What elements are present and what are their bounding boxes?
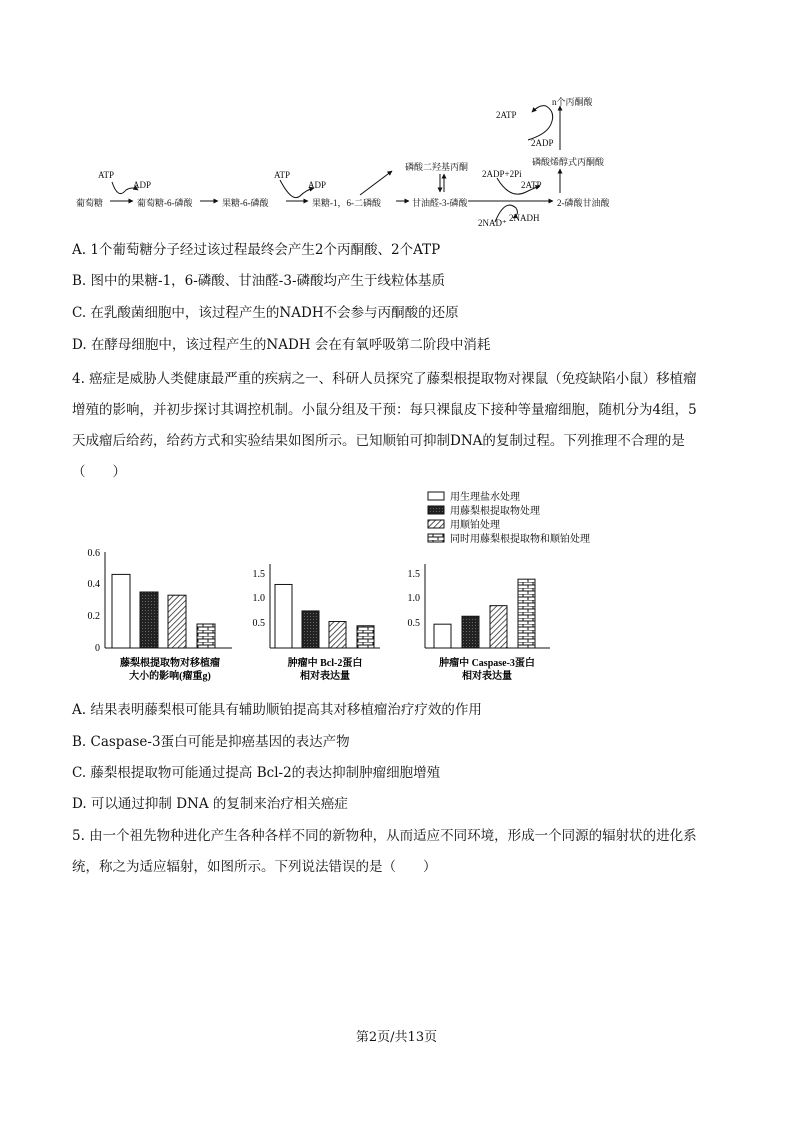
chart-tumor-weight: [88, 548, 233, 682]
q4-option-a: A. 结果表明藤梨根可能具有辅助顺铂提高其对移植瘤治疗疗效的作用: [72, 702, 482, 718]
label-f6p: 果糖-6-磷酸: [222, 198, 269, 208]
label-nadh: 2NADH: [509, 213, 540, 223]
label-f16bp: 果糖-1，6-二磷酸: [312, 198, 381, 208]
curve-atp4: [528, 106, 553, 140]
chart1-caption-line1: 肿瘤中 Bcl-2蛋白: [287, 658, 363, 669]
label-bpg: 2-磷酸甘油酸: [557, 198, 610, 208]
chart2-bar-0: [434, 624, 451, 648]
legend-label-0: 用生理盐水处理: [450, 492, 520, 503]
legend-label-1: 用藤梨根提取物处理: [450, 506, 540, 517]
legend-swatch-combined: [428, 534, 444, 542]
label-g3p: 甘油醛-3-磷酸: [412, 198, 468, 208]
chart1-ytick-0: 1.5: [252, 569, 265, 580]
chart2-caption-line2: 相对表达量: [462, 671, 512, 682]
q5-stem-line-2: 统，称之为适应辐射，如图所示。下列说法错误的是（ ）: [72, 859, 437, 875]
chart0-caption-line2: 大小的影响(瘤重g): [129, 671, 211, 682]
chart0-bar-1: [140, 592, 158, 648]
q4-stem-line-1: 4. 癌症是威胁人类健康最严重的疾病之一、科研人员探究了藤梨根提取物对裸鼠（免疫缺陷小鼠）移植瘤: [72, 371, 697, 387]
chart0-bar-3: [197, 624, 215, 648]
page-footer: 第2页/共13页: [355, 1030, 438, 1045]
chart2-ytick-0: 1.5: [407, 569, 420, 580]
chart2-ytick-1: 1.0: [407, 593, 420, 604]
label-atp1: ATP: [98, 170, 115, 180]
chart0-ytick-0: 0.6: [87, 548, 100, 559]
q3-option-b: B. 图中的果糖-1，6-磷酸、甘油醛-3-磷酸均产生于线粒体基质: [72, 273, 446, 289]
legend-label-2: 用顺铂处理: [450, 520, 500, 531]
q4-option-c: C. 藤梨根提取物可能通过提高 Bcl-2的表达抑制肿瘤细胞增殖: [72, 765, 441, 781]
legend: [428, 490, 590, 545]
chart2-bar-1: [462, 616, 479, 648]
chart0-bar-2: [168, 595, 186, 648]
chart0-ytick-1: 0.4: [87, 579, 100, 590]
chart1-bar-2: [329, 622, 346, 648]
label-g6p: 葡萄糖-6-磷酸: [137, 198, 193, 208]
q4-option-d: D. 可以通过抑制 DNA 的复制来治疗相关癌症: [72, 796, 348, 812]
label-adp-pi: 2ADP+2Pi: [482, 169, 522, 179]
chart-caspase3: [408, 564, 551, 682]
chart0-bar-0: [112, 574, 130, 648]
chart0-ytick-2: 0.2: [87, 611, 100, 622]
q3-option-c: C. 在乳酸菌细胞中，该过程产生的NADH不会参与丙酮酸的还原: [72, 305, 459, 321]
label-pyruvate: n个丙酮酸: [552, 97, 593, 107]
legend-swatch-saline: [428, 492, 444, 500]
chart-bcl2: [253, 564, 381, 682]
chart1-ytick-2: 0.5: [252, 618, 265, 629]
legend-label-3: 同时用藤梨根提取物和顺铂处理: [450, 534, 590, 545]
chart1-bar-3: [357, 626, 374, 648]
arrow-to-dhap: [360, 171, 392, 195]
chart2-caption-line1: 肿瘤中 Caspase-3蛋白: [439, 658, 535, 669]
label-atp4: 2ATP: [496, 110, 517, 120]
label-atp3: 2ATP: [521, 180, 542, 190]
q4-option-b: B. Caspase-3蛋白可能是抑癌基因的表达产物: [72, 734, 350, 750]
chart2-ytick-2: 0.5: [407, 618, 420, 629]
chart1-ytick-1: 1.0: [252, 593, 265, 604]
chart2-bar-3: [518, 579, 535, 648]
q4-stem-line-3: 天成瘤后给药，给药方式和实验结果如图所示。已知顺铂可抑制DNA的复制过程。下列推理不合理的是: [72, 433, 685, 449]
chart1-bar-0: [275, 584, 292, 648]
legend-swatch-extract: [428, 506, 444, 514]
label-atp2: ATP: [274, 170, 291, 180]
label-pep: 磷酸烯醇式丙酮酸: [532, 157, 605, 167]
chart2-bar-2: [490, 606, 507, 648]
q4-stem-line-4: （ ）: [72, 464, 126, 480]
glycolysis-diagram: [0, 0, 793, 240]
label-adp1: ADP: [133, 180, 152, 190]
label-adp4: 2ADP: [531, 138, 554, 148]
label-dhap: 磷酸二羟基丙酮: [405, 162, 469, 172]
chart1-bar-1: [302, 611, 319, 648]
chart0-ytick-3: 0: [95, 643, 100, 654]
q4-stem-line-2: 增殖的影响，并初步探讨其调控机制。小鼠分组及干预：每只裸鼠皮下接种等量瘤细胞，随机分为4组，5: [72, 402, 697, 418]
label-nad: 2NAD⁺: [478, 218, 507, 228]
q5-stem-line-1: 5. 由一个祖先物种进化产生各种各样不同的新物种，从而适应不同环境，形成一个同源的辐射状的进化系: [72, 828, 697, 844]
label-adp2: ADP: [308, 180, 327, 190]
legend-swatch-cisplatin: [428, 520, 444, 528]
q3-option-d: D. 在酵母细胞中，该过程产生的NADH 会在有氧呼吸第二阶段中消耗: [72, 337, 491, 353]
q3-option-a: A. 1个葡萄糖分子经过该过程最终会产生2个丙酮酸、2个ATP: [72, 242, 441, 258]
chart1-caption-line2: 相对表达量: [300, 671, 350, 682]
label-glucose: 葡萄糖: [76, 198, 104, 208]
chart0-caption-line1: 藤梨根提取物对移植瘤: [120, 658, 220, 669]
q4-charts: [0, 480, 793, 695]
